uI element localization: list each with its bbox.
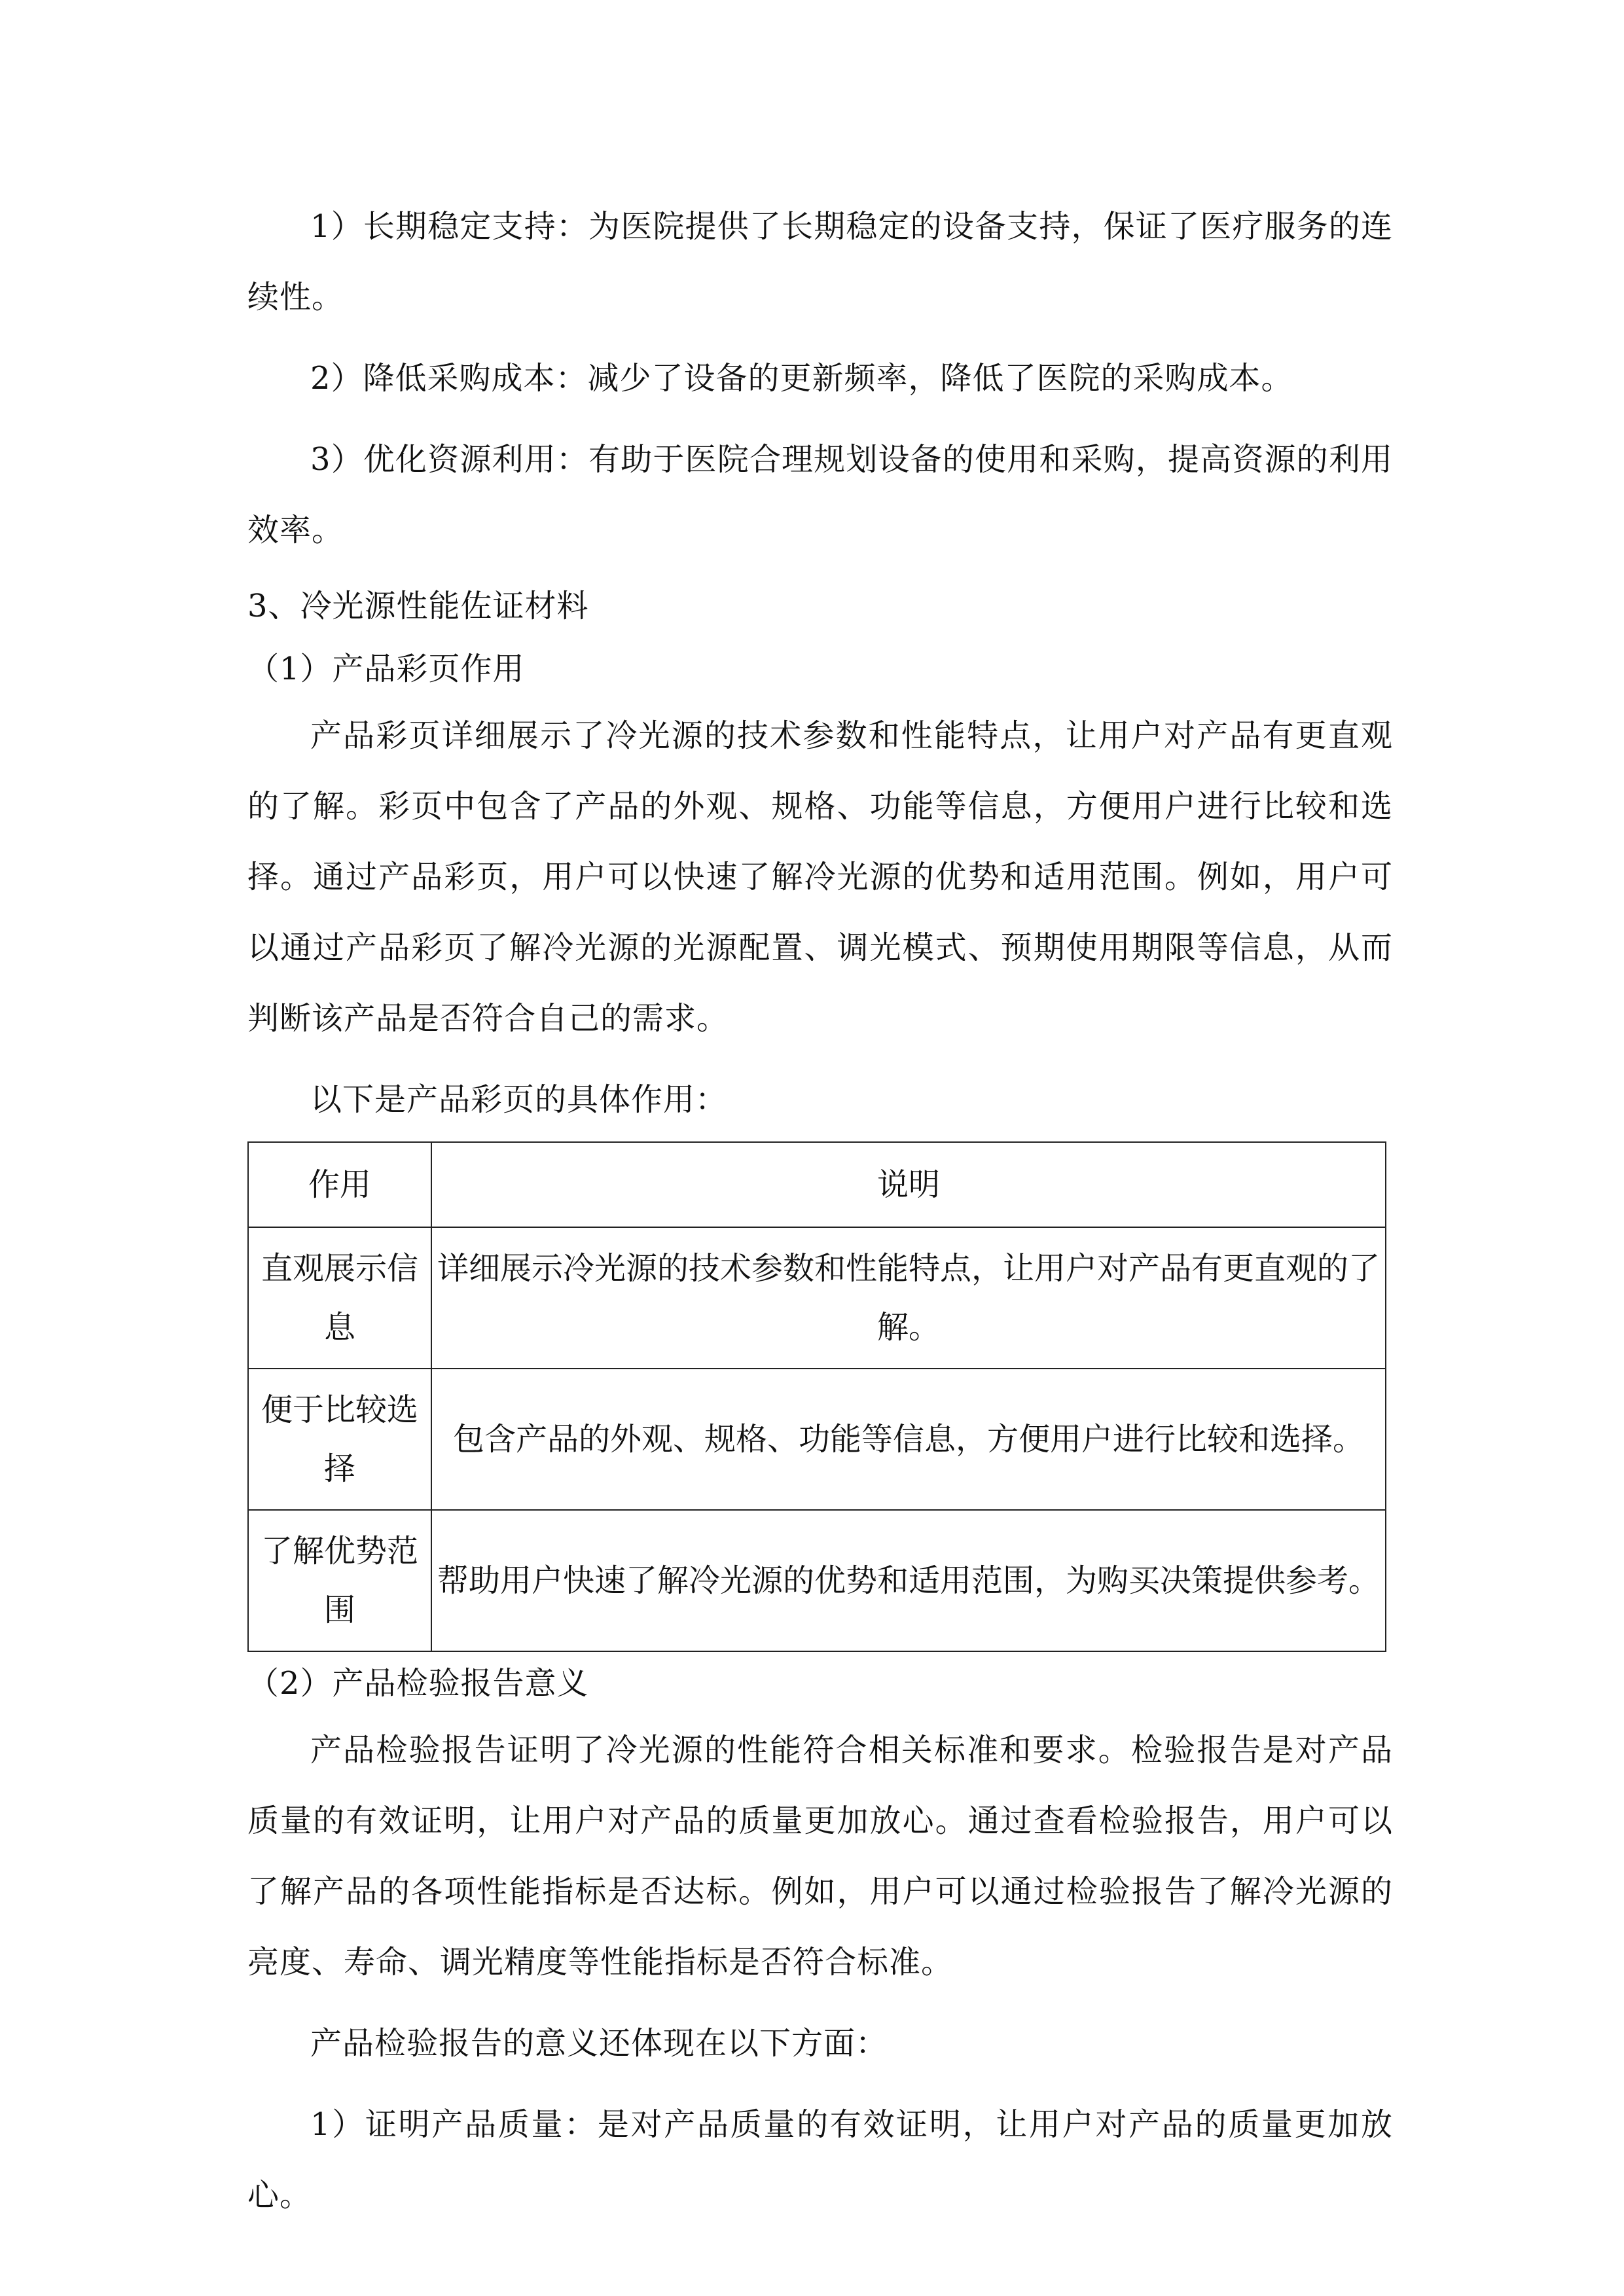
table-intro: 以下是产品彩页的具体作用：	[310, 1081, 728, 1118]
brochure-function-table	[247, 1141, 1386, 1652]
paragraph-inspection-intro: 产品检验报告的意义还体现在以下方面：	[310, 2025, 888, 2062]
table-header-function: 作用	[248, 1142, 431, 1227]
table-header-row	[248, 1142, 1386, 1227]
table-header-description: 说明	[431, 1142, 1386, 1227]
table-cell-function: 直观展示信息	[248, 1227, 431, 1369]
paragraph-brochure: 产品彩页详细展示了冷光源的技术参数和性能特点，让用户对产品有更直观的了解。彩页中包含了产品的外观、规格、功能等信息，方便用户进行比较和选择。通过产品彩页，用户可以快速了解冷光源的优势和适用范围。例如，用户可以通过产品彩页了解冷光源的光源配置、调光模式、预期使用期限等信息，从而判断该产品是否符合自己的需求。	[247, 717, 1393, 1037]
table-row	[248, 1369, 1386, 1510]
table-cell-description: 详细展示冷光源的技术参数和性能特点，让用户对产品有更直观的了解。	[431, 1227, 1386, 1369]
table-row	[248, 1227, 1386, 1369]
table-cell-function: 便于比较选择	[248, 1369, 431, 1510]
paragraph-prove-quality: 1）证明产品质量：是对产品质量的有效证明，让用户对产品的质量更加放心。	[247, 2106, 1393, 2214]
paragraph-reduce-cost: 2）降低采购成本：减少了设备的更新频率，降低了医院的采购成本。	[310, 360, 1293, 397]
subheading-inspection-report: （2）产品检验报告意义	[247, 1665, 589, 1702]
table-cell-function: 了解优势范围	[248, 1510, 431, 1651]
table-cell-description: 包含产品的外观、规格、功能等信息，方便用户进行比较和选择。	[431, 1369, 1386, 1510]
paragraph-long-term-support: 1）长期稳定支持：为医院提供了长期稳定的设备支持，保证了医疗服务的连续性。	[247, 208, 1393, 315]
table-row	[248, 1510, 1386, 1651]
document-content	[247, 191, 1393, 2231]
section-heading: 3、冷光源性能佐证材料	[247, 588, 589, 624]
paragraph-inspection-report: 产品检验报告证明了冷光源的性能符合相关标准和要求。检验报告是对产品质量的有效证明，让用户对产品的质量更加放心。通过查看检验报告，用户可以了解产品的各项性能指标是否达标。例如，用户可以通过检验报告了解冷光源的亮度、寿命、调光精度等性能指标是否符合标准。	[247, 1732, 1393, 1981]
subheading-brochure: （1）产品彩页作用	[247, 651, 525, 687]
table-cell-description: 帮助用户快速了解冷光源的优势和适用范围，为购买决策提供参考。	[431, 1510, 1386, 1651]
paragraph-optimize-resources: 3）优化资源利用：有助于医院合理规划设备的使用和采购，提高资源的利用效率。	[247, 441, 1393, 548]
